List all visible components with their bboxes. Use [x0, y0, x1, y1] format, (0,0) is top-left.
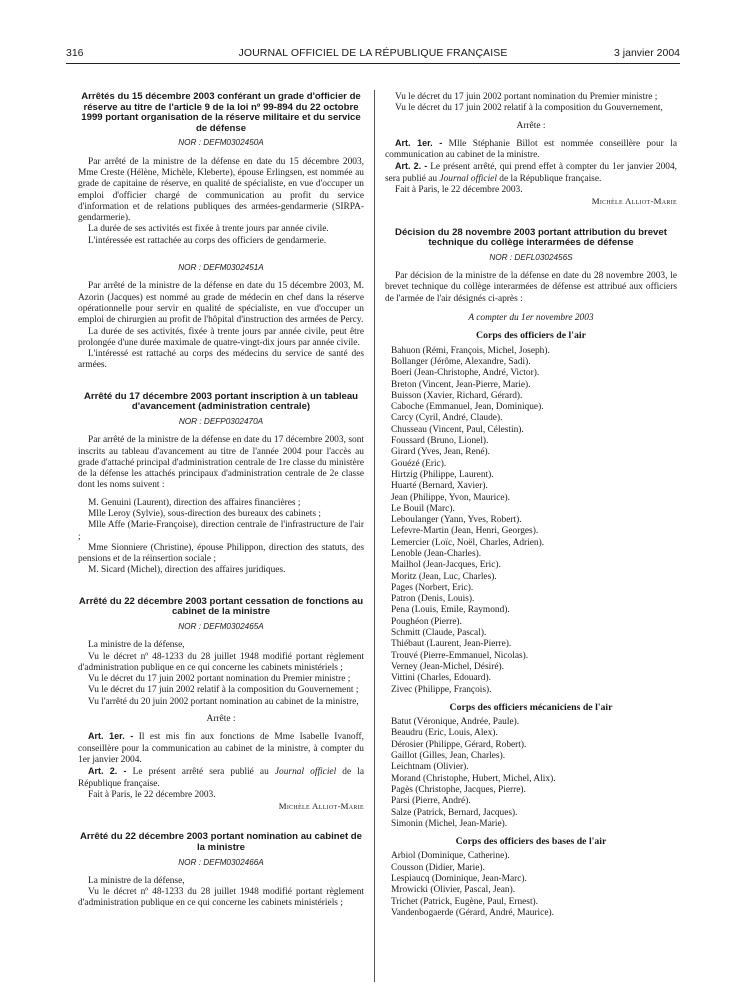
nor-reference: [78, 621, 364, 632]
journal-title: JOURNAL OFFICIEL DE LA RÉPUBLIQUE FRANÇAISE: [238, 47, 508, 59]
arrete-heading: Arrête :: [206, 714, 236, 725]
list-item: Pages (Norbert, Eric).: [391, 582, 474, 593]
list-item: Caboche (Emmanuel, Jean, Dominique).: [391, 402, 544, 413]
list-item: Leichtnam (Olivier).: [391, 762, 469, 773]
article-label: Art. 1er. -: [395, 137, 443, 148]
list-item: Lenoble (Jean-Charles).: [391, 548, 482, 559]
paragraph: Vu le décret du 17 juin 2002 portant nomination du Premier ministre ;: [88, 674, 351, 685]
section-heading: Corps des officiers de l'air: [476, 330, 586, 342]
section-heading: Corps des officiers des bases de l'air: [455, 836, 607, 848]
paragraph: Vu le décret nº 48-1233 du 28 juillet 1948 modifié portant règlement d'administration publique en ce qui concerne les cabinets ministériels ;: [78, 887, 364, 909]
list-item: Cousson (Didier, Marie).: [391, 862, 485, 873]
list-item: Mlle Leroy (Sylvie), sous-direction des bureaux des cabinets ;: [88, 508, 322, 519]
list-item: Trouvé (Pierre-Emmanuel, Nicolas).: [391, 650, 529, 661]
article-title: Arrêté du 22 décembre 2003 portant cessation de fonctions au cabinet de la ministre: [78, 595, 364, 618]
article-1: [385, 138, 677, 162]
list-item: Morand (Christophe, Hubert, Michel, Alix).: [391, 773, 556, 784]
arrete-heading: Arrête :: [516, 120, 546, 131]
article-1: [78, 731, 364, 766]
list-item: Gouézé (Eric).: [391, 458, 447, 469]
article-title: Arrêté du 22 décembre 2003 portant nomination au cabinet de la ministre: [79, 831, 363, 853]
nor-reference: [78, 857, 364, 868]
list-item: Huarté (Bernard, Xavier).: [391, 481, 488, 492]
list-item: Buisson (Xavier, Richard, Gérard).: [391, 390, 523, 401]
effective-date: A compter du 1er novembre 2003: [468, 313, 594, 324]
paragraph: Vu le décret nº 48-1233 du 28 juillet 1948 modifié portant règlement d'administration publique en ce qui concerne les cabinets ministériels ;: [78, 651, 364, 673]
list-item: Salze (Patrick, Bernard, Jacques).: [391, 807, 518, 818]
list-item: Trichet (Patrick, Eugène, Paul, Ernest).: [391, 896, 539, 907]
name-list: [385, 346, 677, 696]
list-item: Moritz (Jean, Luc, Charles).: [391, 571, 497, 582]
list-item: Vandenbogaerde (Gérard, André, Maurice).: [391, 907, 554, 918]
paragraph: La durée de ses activités est fixée à trente jours par année civile.: [88, 224, 329, 235]
journal-name: Journal officiel: [274, 767, 337, 778]
list-item: Pena (Louis, Emile, Raymond).: [391, 605, 510, 616]
section-heading: Corps des officiers mécaniciens de l'air: [449, 701, 613, 713]
list-item: M. Genuini (Laurent), direction des affaires financières ;: [88, 497, 301, 508]
article-text: Mlle Stéphanie Billot est nommée conseillère pour la communication au cabinet de la ministre.: [385, 138, 677, 161]
list-item: Lefevre-Martin (Jean, Henri, Georges).: [391, 526, 539, 537]
list-item: Vittini (Charles, Edouard).: [391, 673, 491, 684]
paragraph: La ministre de la défense,: [88, 640, 185, 651]
article-text: Le présent arrêté, qui prend effet à compter du 1er janvier 2004, sera publié au: [385, 162, 678, 184]
list-item: Schmitt (Claude, Pascal).: [391, 628, 487, 639]
list-item: Le Bouil (Marc).: [391, 503, 455, 514]
article-title: Arrêtés du 15 décembre 2003 conférant un grade d'officier de réserve au titre de l'article 9 de la loi nº 99-894 du 22 octobre 1999 portant organisation de la réserve militaire et du service de défense: [81, 91, 361, 134]
list-item: Batut (Véronique, Andrée, Paule).: [391, 717, 520, 728]
header-rule: [66, 63, 680, 64]
article-title: Décision du 28 novembre 2003 portant attribution du brevet technique du collège interarmées de défense: [395, 226, 667, 249]
paragraph: Par décision de la ministre de la défense en date du 28 novembre 2003, le brevet technique du collège interarmées de défense est attribué aux officiers de l'armée de l'air désignés ci-après :: [385, 271, 677, 304]
article-2: [385, 161, 677, 185]
nor-reference: [78, 137, 364, 148]
list-item: Mailhol (Jean-Jacques, Eric).: [391, 560, 501, 571]
nor-code: NOR : DEFP0302470A: [178, 416, 264, 426]
nor-reference: [78, 416, 364, 427]
paragraph: Par arrêté de la ministre de la défense en date du 15 décembre 2003, M. Azorin (Jacques) est nommé au grade de médecin en chef dans la réserve opérationnelle pour servir en qualité de spécialiste, en vue d'occuper un emploi de chirurgien au profit de l'hôpital d'instruction des armées de Percy.: [78, 281, 364, 326]
signature: Michèle Alliot-Marie: [278, 801, 364, 812]
nor-code: NOR : DEFM0302451A: [178, 263, 264, 273]
paragraph: Fait à Paris, le 22 décembre 2003.: [88, 789, 216, 800]
article-text: de la République française.: [496, 173, 602, 184]
list-item: Leboulanger (Yann, Yves, Robert).: [391, 515, 522, 526]
article-text: Le présent arrêté sera publié au: [132, 767, 275, 778]
nor-reference: [385, 252, 677, 263]
list-item: Patron (Denis, Louis).: [391, 594, 475, 605]
list-item: Thiébaut (Laurent, Jean-Pierre).: [391, 639, 512, 650]
article-title: Arrêté du 17 décembre 2003 portant inscription à un tableau d'avancement (administration centrale): [83, 390, 359, 413]
article-text: de la République française.: [78, 767, 364, 789]
list-item: Breton (Vincent, Jean-Pierre, Marie).: [391, 379, 531, 390]
paragraph: Fait à Paris, le 22 décembre 2003.: [395, 185, 523, 196]
paragraph: Vu le décret du 17 juin 2002 portant nomination du Premier ministre ;: [395, 92, 658, 102]
nor-code: NOR : DEFL0302456S: [489, 252, 573, 262]
paragraph: Par arrêté de la ministre de la défense en date du 15 décembre 2003, Mme Creste (Hélène, Michèle, Kleberte), épouse Erlingsen, est nommée au grade de capitaine de réserve, en qualité de spécialiste, en vue d'occuper un emploi d'officier chargé de communication au profit du service d'information et de relations publiques des armées-gendarmerie (SIRPA-gendarmerie).: [78, 156, 364, 224]
list-item: Arbiol (Dominique, Catherine).: [391, 851, 510, 862]
list-item: Verney (Jean-Michel, Désiré).: [391, 661, 504, 672]
list-item: M. Sicard (Michel), direction des affaires juridiques.: [88, 565, 286, 576]
list-item: Parsi (Pierre, André).: [391, 796, 471, 807]
list-item: Dérosier (Philippe, Gérard, Robert).: [391, 739, 527, 750]
list-item: Mrowicki (Olivier, Pascal, Jean).: [391, 885, 516, 896]
list-item: Hirtzig (Philippe, Laurent).: [391, 469, 494, 480]
list-item: Bollanger (Jérôme, Alexandre, Sadi).: [391, 356, 531, 367]
list-item: Carcy (Cyril, André, Claude).: [391, 413, 503, 424]
nor-reference: [78, 262, 364, 273]
paragraph: Vu l'arrêté du 20 juin 2002 portant nomination au cabinet de la ministre,: [88, 696, 359, 707]
name-list: [385, 717, 677, 830]
list-item: Chusseau (Vincent, Paul, Célestin).: [391, 424, 524, 435]
nor-code: NOR : DEFM0302450A: [178, 138, 264, 148]
column-divider: [374, 90, 375, 982]
list-item: Mme Sionniere (Christine), épouse Philippon, direction des statuts, des pensions et de la réinsertion sociale ;: [78, 542, 364, 565]
list-item: Mlle Affe (Marie-Françoise), direction centrale de l'infrastructure de l'air ;: [78, 520, 364, 542]
article-label: Art. 2. -: [395, 161, 428, 172]
page-header: [66, 47, 680, 61]
paragraph: L'intéressée est rattachée au corps des officiers de gendarmerie.: [88, 235, 327, 246]
paragraph: Par arrêté de la ministre de la défense en date du 17 décembre 2003, sont inscrits au tableau d'avancement au titre de l'année 2004 pour l'accès au grade d'attaché principal d'administration centrale de 1re classe du ministère de la défense les attachés principaux d'administration centrale de 2e classe dont les noms suivent :: [78, 435, 364, 491]
list-item: Girard (Yves, Jean, René).: [391, 447, 491, 458]
list-item: Zivec (Philippe, François).: [391, 684, 492, 695]
list-item: Lespiaucq (Dominique, Jean-Marc).: [391, 874, 527, 884]
article-label: Art. 2. -: [88, 766, 127, 777]
paragraph: La ministre de la défense,: [88, 875, 185, 886]
list-item: Beaudru (Eric, Louis, Alex).: [391, 728, 498, 739]
journal-name: Journal officiel: [439, 173, 497, 184]
article-text: Il est mis fin aux fonctions de Mme Isabelle Ivanoff, conseillère pour la communication au cabinet de la ministre, à compter du 1er janvier 2004.: [78, 732, 364, 765]
paragraph: La durée de ses activités, fixée à trente jours par année civile, peut être prolongée d'une durée maximale de quatre-vingt-dix jours par année civile.: [78, 326, 364, 348]
page-number: 316: [66, 47, 84, 59]
list-item: Jean (Philippe, Yvon, Maurice).: [391, 492, 510, 503]
signature: Michèle Alliot-Marie: [591, 196, 677, 207]
list-item: Simonin (Michel, Jean-Marie).: [391, 818, 508, 829]
article-label: Art. 1er. -: [88, 731, 134, 742]
right-column: [385, 92, 677, 919]
nor-code: NOR : DEFM0302466A: [178, 857, 264, 867]
issue-date: 3 janvier 2004: [614, 47, 680, 59]
left-column: [78, 92, 364, 910]
article-2: [78, 766, 364, 790]
list-item: Foussard (Bruno, Lionel).: [391, 436, 489, 447]
paragraph: Vu le décret du 17 juin 2002 relatif à la composition du Gouvernement ;: [88, 685, 359, 696]
list-item: Gaillot (Gilles, Jean, Charles).: [391, 751, 506, 762]
list-item: Lemercier (Loïc, Noël, Charles, Adrien).: [391, 537, 545, 548]
name-list: [385, 851, 677, 919]
list-item: Poughéon (Pierre).: [391, 616, 462, 627]
paragraph: Vu le décret du 17 juin 2002 relatif à la composition du Gouvernement,: [395, 103, 663, 114]
nor-code: NOR : DEFM0302465A: [178, 621, 264, 631]
list-item: Pagès (Christophe, Jacques, Pierre).: [391, 784, 526, 795]
paragraph: L'intéressé est rattaché au corps des médecins du service de santé des armées.: [78, 349, 364, 371]
list-item: Bahuon (Rémi, François, Michel, Joseph).: [391, 345, 550, 356]
list-item: Boeri (Jean-Christophe, André, Victor).: [391, 368, 540, 379]
